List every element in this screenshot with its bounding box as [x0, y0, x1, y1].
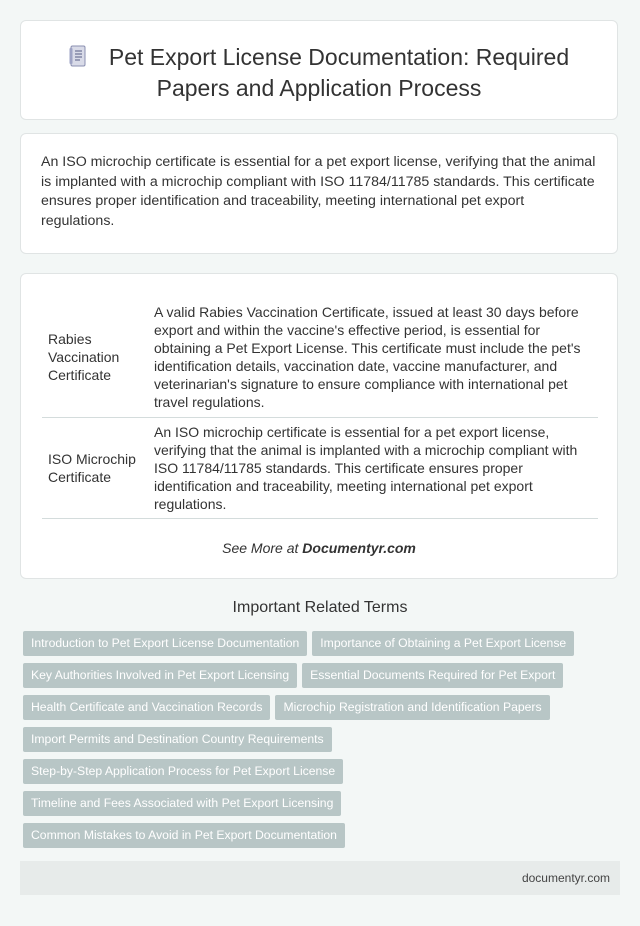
term-description: An ISO microchip certificate is essential for a pet export license, verifying that the animal is implanted with a microchip compliant with ISO 11784/11785 standards. This certificate ensures proper identification and traceability, meeting international pet export regulations.: [148, 418, 598, 519]
term-description: A valid Rabies Vaccination Certificate, issued at least 30 days before export and within the vaccine's effective period, is essential for obtaining a Pet Export License. This certificate must include the pet's identification details, vaccination date, vaccine manufacturer, and veterinarian's signature to ensure compliance with international pet travel regulations.: [148, 297, 598, 418]
title-line-1: Pet Export License Documentation: Required: [108, 44, 570, 70]
related-term-tag[interactable]: Essential Documents Required for Pet Export: [302, 663, 563, 688]
definitions-card: [20, 273, 618, 579]
related-term-tag[interactable]: Timeline and Fees Associated with Pet Export Licensing: [23, 791, 341, 816]
table-row: [42, 418, 598, 519]
table-row: [42, 297, 598, 418]
intro-text: An ISO microchip certificate is essential for a pet export license, verifying that the animal is implanted with a microchip compliant with ISO 11784/11785 standards. This certificate ensures proper identification and traceability, meeting international pet export regulations.: [41, 154, 596, 229]
term-name: ISO Microchip Certificate: [42, 418, 148, 519]
related-term-tag[interactable]: Microchip Registration and Identification Papers: [275, 695, 549, 720]
document-icon: [69, 45, 87, 74]
see-more-prefix: See More at: [222, 540, 303, 556]
related-term-tag[interactable]: Importance of Obtaining a Pet Export License: [312, 631, 574, 656]
related-term-tag[interactable]: Common Mistakes to Avoid in Pet Export Documentation: [23, 823, 345, 848]
footer: [20, 861, 620, 895]
related-term-tag[interactable]: Key Authorities Involved in Pet Export Licensing: [23, 663, 297, 688]
related-term-tag[interactable]: Step-by-Step Application Process for Pet Export License: [23, 759, 343, 784]
intro-card: [20, 133, 618, 254]
title-card: [20, 20, 618, 120]
related-term-tag[interactable]: Import Permits and Destination Country Requirements: [23, 727, 332, 752]
see-more-link[interactable]: [21, 540, 617, 556]
term-name: Rabies Vaccination Certificate: [42, 297, 148, 418]
related-terms-list: [23, 631, 603, 855]
related-term-tag[interactable]: Introduction to Pet Export License Documentation: [23, 631, 307, 656]
definitions-table: [42, 297, 598, 519]
see-more-site[interactable]: Documentyr.com: [302, 540, 416, 556]
title-line-2: Papers and Application Process: [156, 75, 482, 101]
footer-site-link[interactable]: documentyr.com: [521, 871, 610, 885]
related-terms-heading: Important Related Terms: [232, 599, 408, 616]
related-term-tag[interactable]: Health Certificate and Vaccination Records: [23, 695, 270, 720]
page-title: [21, 43, 617, 103]
